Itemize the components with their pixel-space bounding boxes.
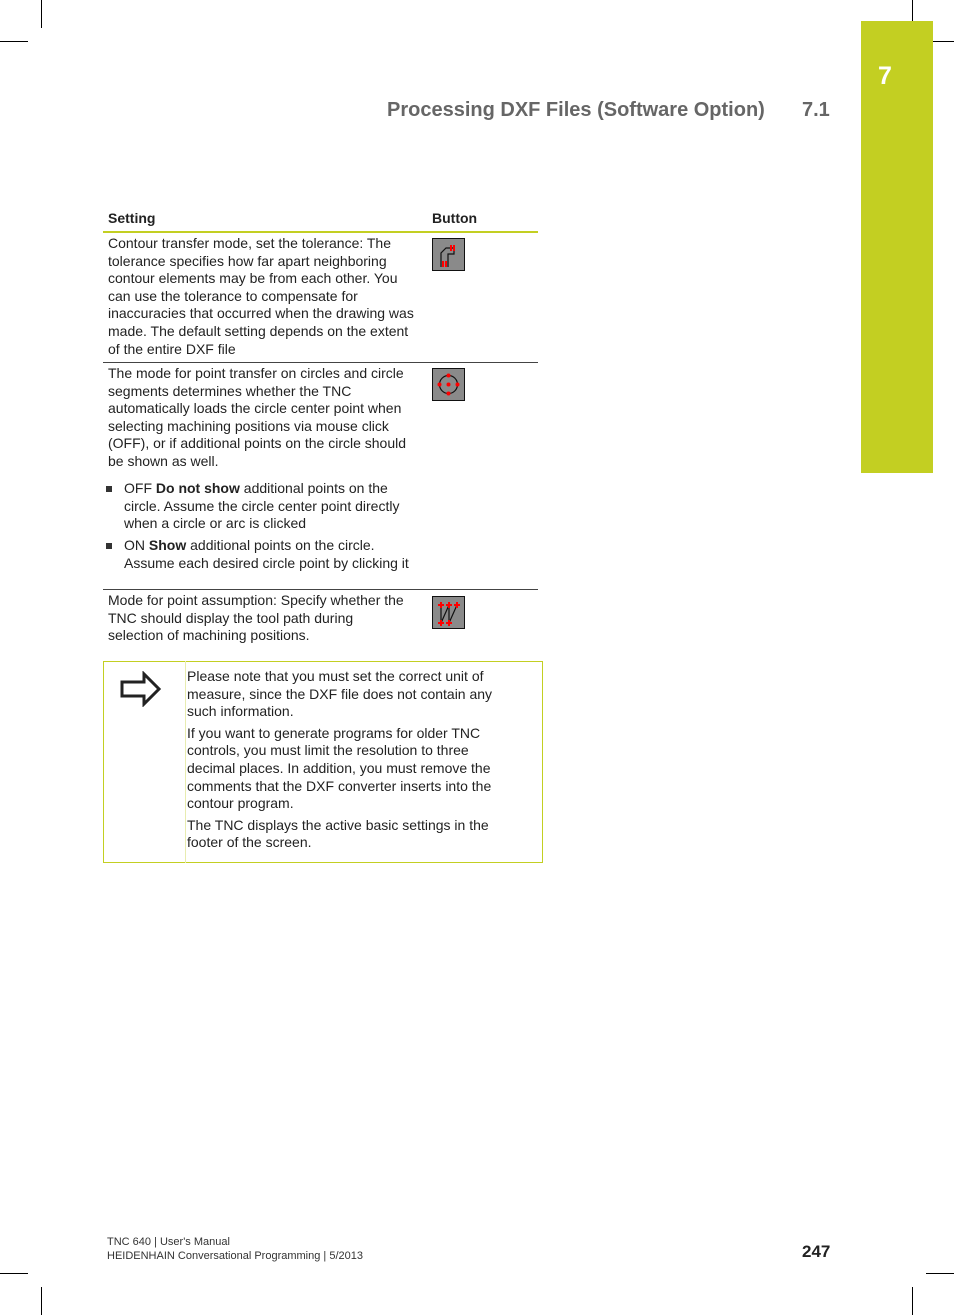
header-divider <box>103 231 538 233</box>
crop-mark <box>912 0 913 22</box>
bullet-prefix: OFF <box>124 480 156 496</box>
row-divider <box>103 362 538 363</box>
chapter-number: 7 <box>878 62 892 90</box>
arrow-right-icon <box>120 671 162 712</box>
bullet-prefix: ON <box>124 537 149 553</box>
bullet-text: additional points on the circle. Assume the circle center point directly when a circle or arc is clicked <box>124 480 400 532</box>
row-divider <box>103 589 538 590</box>
bullet-off <box>124 480 414 533</box>
bullet-bold: Show <box>148 537 187 553</box>
crop-mark <box>926 1273 954 1274</box>
note-paragraph: Please note that you must set the correct unit of measure, since the DXF file does not contain any such information. <box>187 668 493 720</box>
crop-mark <box>0 1273 28 1274</box>
note-divider <box>185 661 186 863</box>
section-number: 7.1 <box>802 99 830 121</box>
column-header-setting: Setting <box>108 210 156 226</box>
row-2-text: The mode for point transfer on circles and circle segments determines whether the TNC automatically loads the circle center point when selecting machining positions via mouse click (OFF), or if additional points on the circle should be shown as well. <box>108 365 407 469</box>
note-paragraph: If you want to generate programs for older TNC controls, you must limit the resolution to three decimal places. In addition, you must remove the comments that the DXF converter inserts into the contour program. <box>187 724 492 812</box>
crop-mark <box>41 1287 42 1315</box>
crop-mark <box>912 1287 913 1315</box>
bullet-on <box>124 537 414 572</box>
footer <box>107 1235 363 1263</box>
chapter-tab <box>861 21 933 473</box>
contour-tolerance-icon[interactable] <box>432 238 465 271</box>
section-title: Processing DXF Files (Software Option) <box>387 99 765 121</box>
note-paragraph: The TNC displays the active basic settings in the footer of the screen. <box>187 816 489 851</box>
footer-line-2: HEIDENHAIN Conversational Programming | 5/2013 <box>107 1250 363 1262</box>
note-text <box>187 668 517 856</box>
circle-points-icon[interactable] <box>432 368 465 401</box>
page-number: 247 <box>802 1242 831 1261</box>
row-3-text: Mode for point assumption: Specify whether the TNC should display the tool path during selection of machining positions. <box>108 592 404 644</box>
row-1-text: Contour transfer mode, set the tolerance: The tolerance specifies how far apart neighboring contour elements may be from each other. You can use the tolerance to compensate for inaccuracies that occurred when the drawing was made. The default setting depends on the extent of the entire DXF file <box>108 235 414 357</box>
footer-line-1: TNC 640 | User's Manual <box>107 1236 230 1248</box>
bullet-bold: Do not show <box>155 480 240 496</box>
bullet-text: additional points on the circle. Assume each desired circle point by clicking it <box>124 537 409 571</box>
crop-mark <box>0 41 28 42</box>
tool-path-icon[interactable] <box>432 596 465 629</box>
crop-mark <box>41 0 42 28</box>
column-header-button: Button <box>432 210 478 226</box>
